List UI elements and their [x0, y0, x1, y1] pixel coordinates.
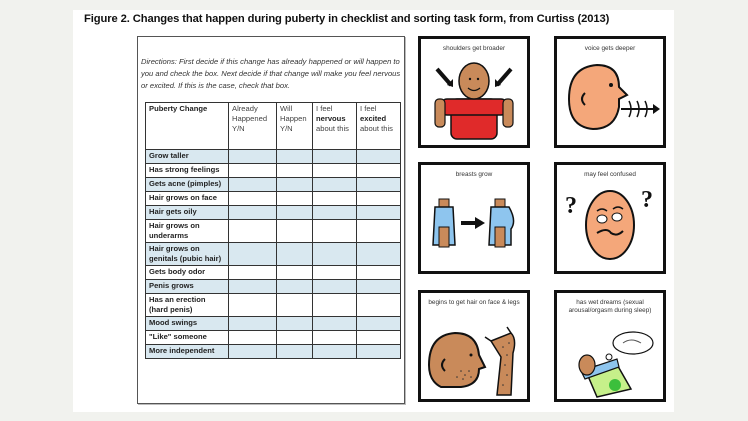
puberty-change-label: Gets acne (pimples) [146, 178, 229, 192]
nervous-cell[interactable] [313, 266, 357, 280]
card-shoulders-broader[interactable] [418, 36, 530, 148]
excited-cell[interactable] [357, 294, 401, 317]
breasts-grow-icon [421, 165, 527, 271]
excited-cell[interactable] [357, 331, 401, 345]
table-row [146, 243, 401, 266]
table-row [146, 317, 401, 331]
nervous-cell[interactable] [313, 294, 357, 317]
puberty-change-label: Hair gets oily [146, 206, 229, 220]
figure-title: Figure 2. Changes that happen during puberty in checklist and sorting task form, from Curtiss (2013) [84, 13, 610, 25]
already-happened-cell[interactable] [229, 280, 277, 294]
will-happen-cell[interactable] [277, 294, 313, 317]
will-happen-cell[interactable] [277, 220, 313, 243]
column-header-nervous: I feel nervous about this [313, 103, 357, 150]
table-row [146, 150, 401, 164]
puberty-change-label: Has an erection (hard penis) [146, 294, 229, 317]
already-happened-cell[interactable] [229, 345, 277, 359]
nervous-cell[interactable] [313, 345, 357, 359]
will-happen-cell[interactable] [277, 150, 313, 164]
excited-cell[interactable] [357, 192, 401, 206]
excited-cell[interactable] [357, 345, 401, 359]
table-row [146, 331, 401, 345]
card-label: voice gets deeper [584, 45, 636, 52]
card-may-feel-confused[interactable] [554, 162, 666, 274]
already-happened-cell[interactable] [229, 331, 277, 345]
card-label: shoulders get broader [442, 45, 506, 52]
already-happened-cell[interactable] [229, 243, 277, 266]
excited-cell[interactable] [357, 317, 401, 331]
deep-voice-icon [557, 39, 663, 145]
puberty-change-label: More independent [146, 345, 229, 359]
puberty-change-label: Penis grows [146, 280, 229, 294]
will-happen-cell[interactable] [277, 331, 313, 345]
excited-cell[interactable] [357, 178, 401, 192]
nervous-cell[interactable] [313, 192, 357, 206]
card-breasts-grow[interactable] [418, 162, 530, 274]
nervous-cell[interactable] [313, 317, 357, 331]
nervous-cell[interactable] [313, 150, 357, 164]
card-label: breasts grow [455, 171, 493, 178]
will-happen-cell[interactable] [277, 243, 313, 266]
card-voice-deeper[interactable] [554, 36, 666, 148]
already-happened-cell[interactable] [229, 206, 277, 220]
table-row [146, 294, 401, 317]
already-happened-cell[interactable] [229, 178, 277, 192]
nervous-cell[interactable] [313, 280, 357, 294]
already-happened-cell[interactable] [229, 150, 277, 164]
puberty-checklist-table [145, 102, 401, 359]
table-row [146, 164, 401, 178]
table-row [146, 178, 401, 192]
nervous-cell[interactable] [313, 206, 357, 220]
will-happen-cell[interactable] [277, 345, 313, 359]
already-happened-cell[interactable] [229, 192, 277, 206]
puberty-change-label: Grow taller [146, 150, 229, 164]
svg-text:?: ? [641, 187, 653, 213]
column-header-puberty-change: Puberty Change [146, 103, 229, 150]
column-header-excited: I feel excited about this [357, 103, 401, 150]
excited-cell[interactable] [357, 266, 401, 280]
already-happened-cell[interactable] [229, 220, 277, 243]
puberty-change-label: Hair grows on underarms [146, 220, 229, 243]
excited-cell[interactable] [357, 206, 401, 220]
puberty-change-label: Gets body odor [146, 266, 229, 280]
already-happened-cell[interactable] [229, 317, 277, 331]
table-header-row [146, 103, 401, 150]
excited-cell[interactable] [357, 164, 401, 178]
will-happen-cell[interactable] [277, 192, 313, 206]
will-happen-cell[interactable] [277, 178, 313, 192]
already-happened-cell[interactable] [229, 294, 277, 317]
column-header-already-happened: Already Happened Y/N [229, 103, 277, 150]
puberty-change-label: "Like" someone [146, 331, 229, 345]
table-row [146, 345, 401, 359]
table-row [146, 280, 401, 294]
excited-cell[interactable] [357, 150, 401, 164]
nervous-emphasis: nervous [316, 114, 346, 123]
puberty-change-label: Hair grows on genitals (pubic hair) [146, 243, 229, 266]
excited-cell[interactable] [357, 280, 401, 294]
card-label: may feel confused [584, 171, 636, 178]
already-happened-cell[interactable] [229, 164, 277, 178]
svg-text:?: ? [565, 193, 577, 219]
nervous-cell[interactable] [313, 164, 357, 178]
table-row [146, 192, 401, 206]
hair-face-legs-icon [421, 293, 527, 399]
already-happened-cell[interactable] [229, 266, 277, 280]
will-happen-cell[interactable] [277, 164, 313, 178]
nervous-cell[interactable] [313, 243, 357, 266]
column-header-will-happen: Will Happen Y/N [277, 103, 313, 150]
card-label: begins to get hair on face & legs [428, 299, 520, 306]
nervous-cell[interactable] [313, 178, 357, 192]
card-wet-dreams[interactable] [554, 290, 666, 402]
table-row [146, 220, 401, 243]
excited-cell[interactable] [357, 243, 401, 266]
confused-face-icon [557, 165, 663, 271]
card-hair-face-legs[interactable] [418, 290, 530, 402]
puberty-change-label: Has strong feelings [146, 164, 229, 178]
broad-shoulders-icon [421, 39, 527, 145]
nervous-cell[interactable] [313, 220, 357, 243]
puberty-change-label: Hair grows on face [146, 192, 229, 206]
excited-emphasis: excited [360, 114, 387, 123]
card-label: has wet dreams (sexual arousal/orgasm during sleep) [568, 299, 652, 314]
table-row [146, 266, 401, 280]
excited-cell[interactable] [357, 220, 401, 243]
will-happen-cell[interactable] [277, 206, 313, 220]
table-row [146, 206, 401, 220]
directions-text: Directions: First decide if this change has already happened or will happen to you and check the box. Next decide if that change will make you feel nervous or excited. If this is the case, check that box. [141, 57, 401, 90]
will-happen-cell[interactable] [277, 280, 313, 294]
nervous-cell[interactable] [313, 331, 357, 345]
will-happen-cell[interactable] [277, 266, 313, 280]
will-happen-cell[interactable] [277, 317, 313, 331]
puberty-change-label: Mood swings [146, 317, 229, 331]
